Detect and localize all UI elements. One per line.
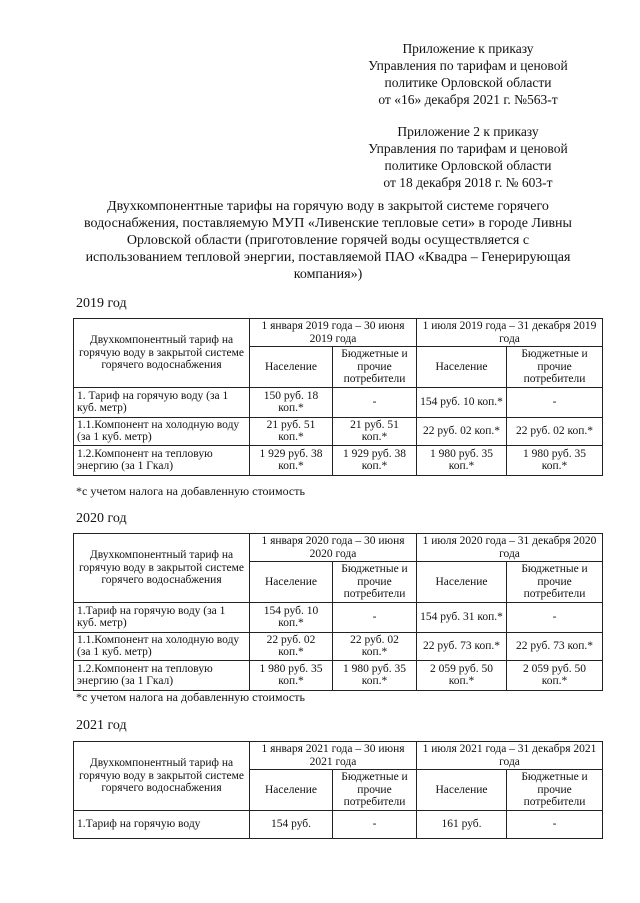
tariff-value: 2 059 руб. 50 коп.* bbox=[417, 660, 507, 690]
row-label: 1.2.Компонент на тепловую энергию (за 1 Гкал) bbox=[74, 445, 250, 475]
tariff-value: 22 руб. 02 коп.* bbox=[507, 417, 603, 445]
row-label: 1. Тариф на горячую воду (за 1 куб. метр) bbox=[74, 387, 250, 417]
table-row bbox=[74, 445, 603, 475]
year-heading: 2019 год bbox=[76, 296, 127, 311]
tariff-value: 22 руб. 73 коп.* bbox=[507, 632, 603, 660]
subheader-budget: Бюджетные и прочие потребители bbox=[507, 770, 603, 811]
header-line: от «16» декабря 2021 г. №563-т bbox=[378, 92, 558, 107]
tariff-value: - bbox=[507, 602, 603, 632]
tariff-value: 1 980 руб. 35 коп.* bbox=[250, 660, 333, 690]
tariff-value: - bbox=[333, 387, 417, 417]
subheader-population: Население bbox=[250, 562, 333, 603]
subheader-budget: Бюджетные и прочие потребители bbox=[333, 562, 417, 603]
subheader-population: Население bbox=[417, 770, 507, 811]
document-title: Двухкомпонентные тарифы на горячую воду в закрытой системе горячего водоснабжения, поставляемую МУП «Ливенские тепловые сети» в городе Ливны Орловской области (приготовление горячей воды осуществляется с использованием тепловой энергии, поставляемой ПАО «Квадра – Генерирующая компания») bbox=[84, 199, 572, 282]
period-header-first-half: 1 января 2020 года – 30 июня 2020 года bbox=[250, 534, 417, 562]
column-header-tariff: Двухкомпонентный тариф на горячую воду в закрытой системе горячего водоснабжения bbox=[74, 534, 250, 603]
header-line: Приложение 2 к приказу bbox=[397, 124, 539, 139]
tariff-value: 154 руб. 31 коп.* bbox=[417, 602, 507, 632]
period-header-second-half: 1 июля 2021 года – 31 декабря 2021 года bbox=[417, 742, 603, 770]
tariff-value: 1 929 руб. 38 коп.* bbox=[333, 445, 417, 475]
tariff-value: 150 руб. 18 коп.* bbox=[250, 387, 333, 417]
header-line: политике Орловской области bbox=[384, 75, 552, 90]
row-label: 1.2.Компонент на тепловую энергию (за 1 Гкал) bbox=[74, 660, 250, 690]
tariff-table bbox=[73, 318, 603, 476]
tariff-value: 154 руб. bbox=[250, 810, 333, 838]
tariff-value: 22 руб. 02 коп.* bbox=[250, 632, 333, 660]
vat-note: *с учетом налога на добавленную стоимость bbox=[76, 484, 305, 498]
header-line: Приложение к приказу bbox=[402, 41, 534, 56]
appendix-header bbox=[348, 40, 588, 108]
header-line: Управления по тарифам и ценовой bbox=[368, 58, 568, 73]
table-row bbox=[74, 417, 603, 445]
table-row bbox=[74, 810, 603, 838]
subheader-budget: Бюджетные и прочие потребители bbox=[507, 347, 603, 388]
row-label: 1.1.Компонент на холодную воду (за 1 куб. метр) bbox=[74, 632, 250, 660]
tariff-value: 1 929 руб. 38 коп.* bbox=[250, 445, 333, 475]
period-header-first-half: 1 января 2021 года – 30 июня 2021 года bbox=[250, 742, 417, 770]
year-heading: 2020 год bbox=[76, 511, 127, 526]
tariff-value: - bbox=[507, 810, 603, 838]
period-header-second-half: 1 июля 2019 года – 31 декабря 2019 года bbox=[417, 319, 603, 347]
table-row bbox=[74, 632, 603, 660]
tariff-value: 161 руб. bbox=[417, 810, 507, 838]
tariff-value: - bbox=[333, 810, 417, 838]
row-label: 1.Тариф на горячую воду (за 1 куб. метр) bbox=[74, 602, 250, 632]
tariff-table bbox=[73, 741, 603, 839]
header-line: Управления по тарифам и ценовой bbox=[368, 141, 568, 156]
appendix-2-header bbox=[348, 123, 588, 191]
tariff-value: 2 059 руб. 50 коп.* bbox=[507, 660, 603, 690]
row-label: 1.Тариф на горячую воду bbox=[74, 810, 250, 838]
column-header-tariff: Двухкомпонентный тариф на горячую воду в закрытой системе горячего водоснабжения bbox=[74, 319, 250, 388]
tariff-value: 154 руб. 10 коп.* bbox=[417, 387, 507, 417]
tariff-value: 22 руб. 73 коп.* bbox=[417, 632, 507, 660]
column-header-tariff: Двухкомпонентный тариф на горячую воду в закрытой системе горячего водоснабжения bbox=[74, 742, 250, 811]
row-label: 1.1.Компонент на холодную воду (за 1 куб. метр) bbox=[74, 417, 250, 445]
tariff-value: 22 руб. 02 коп.* bbox=[333, 632, 417, 660]
subheader-budget: Бюджетные и прочие потребители bbox=[333, 770, 417, 811]
tariff-value: - bbox=[333, 602, 417, 632]
header-line: от 18 декабря 2018 г. № 603-т bbox=[383, 175, 553, 190]
period-header-second-half: 1 июля 2020 года – 31 декабря 2020 года bbox=[417, 534, 603, 562]
tariff-value: 1 980 руб. 35 коп.* bbox=[507, 445, 603, 475]
tariff-value: - bbox=[507, 387, 603, 417]
table-row bbox=[74, 660, 603, 690]
year-heading: 2021 год bbox=[76, 718, 127, 733]
header-line: политике Орловской области bbox=[384, 158, 552, 173]
subheader-population: Население bbox=[417, 562, 507, 603]
tariff-value: 21 руб. 51 коп.* bbox=[333, 417, 417, 445]
subheader-population: Население bbox=[250, 347, 333, 388]
table-row bbox=[74, 602, 603, 632]
tariff-value: 1 980 руб. 35 коп.* bbox=[417, 445, 507, 475]
subheader-budget: Бюджетные и прочие потребители bbox=[507, 562, 603, 603]
tariff-value: 1 980 руб. 35 коп.* bbox=[333, 660, 417, 690]
tariff-value: 21 руб. 51 коп.* bbox=[250, 417, 333, 445]
subheader-population: Население bbox=[417, 347, 507, 388]
vat-note: *с учетом налога на добавленную стоимость bbox=[76, 690, 305, 704]
subheader-population: Население bbox=[250, 770, 333, 811]
subheader-budget: Бюджетные и прочие потребители bbox=[333, 347, 417, 388]
tariff-value: 22 руб. 02 коп.* bbox=[417, 417, 507, 445]
table-row bbox=[74, 387, 603, 417]
tariff-table bbox=[73, 533, 603, 691]
tariff-value: 154 руб. 10 коп.* bbox=[250, 602, 333, 632]
period-header-first-half: 1 января 2019 года – 30 июня 2019 года bbox=[250, 319, 417, 347]
